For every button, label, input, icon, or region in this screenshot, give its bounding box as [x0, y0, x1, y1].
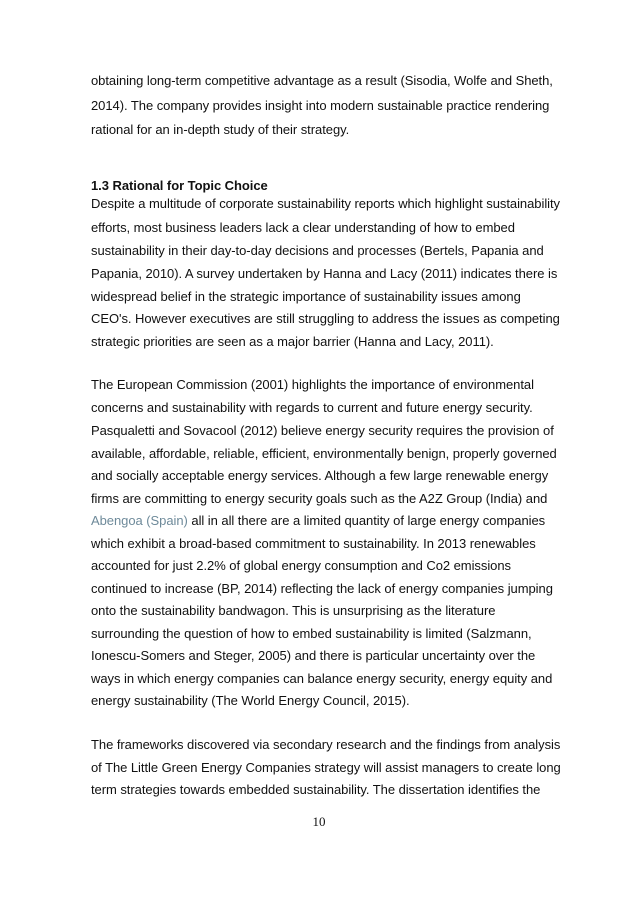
text-span: all in all there are a limited quantity of large energy companies [187, 513, 546, 528]
text-line: onto the sustainability bandwagon. This is unsurprising as the literature [91, 603, 496, 618]
text-line: available, affordable, reliable, efficient, environmentally benign, properly governed [91, 446, 557, 461]
text-line: firms are committing to energy security goals such as the A2Z Group (India) and [91, 491, 548, 506]
text-line: accounted for just 2.2% of global energy consumption and Co2 emissions [91, 558, 511, 573]
text-line: Papania, 2010). A survey undertaken by Hanna and Lacy (2011) indicates there is [91, 266, 558, 281]
text-line: concerns and sustainability with regards to current and future energy security. [91, 400, 533, 415]
text-line: rational for an in-depth study of their strategy. [91, 122, 350, 137]
text-line: efforts, most business leaders lack a clear understanding of how to embed [91, 220, 515, 235]
text-line: of The Little Green Energy Companies strategy will assist managers to create long [91, 760, 561, 775]
text-line: sustainability in their day-to-day decisions and processes (Bertels, Papania and [91, 243, 544, 258]
text-line: CEO's. However executives are still struggling to address the issues as competing [91, 311, 560, 326]
text-line: term strategies towards embedded sustainability. The dissertation identifies the [91, 782, 541, 797]
text-line: and socially acceptable energy services. Although a few large renewable energy [91, 468, 549, 483]
text-line: surrounding the question of how to embed sustainability is limited (Salzmann, [91, 626, 532, 641]
text-line: which exhibit a broad-based commitment to sustainability. In 2013 renewables [91, 536, 536, 551]
text-line: Pasqualetti and Sovacool (2012) believe energy security requires the provision of [91, 423, 554, 438]
text-line: energy sustainability (The World Energy Council, 2015). [91, 693, 410, 708]
text-line: ways in which energy companies can balance energy security, energy equity and [91, 671, 553, 686]
text-line: The European Commission (2001) highlights the importance of environmental [91, 377, 534, 392]
text-line: widespread belief in the strategic importance of sustainability issues among [91, 289, 521, 304]
text-line: Despite a multitude of corporate sustainability reports which highlight sustainability [91, 196, 561, 211]
section-heading: 1.3 Rational for Topic Choice [91, 178, 268, 193]
text-line: continued to increase (BP, 2014) reflecting the lack of energy companies jumping [91, 581, 553, 596]
text-line: Ionescu-Somers and Steger, 2005) and there is particular uncertainty over the [91, 648, 536, 663]
text-line [91, 513, 545, 529]
page-number: 10 [312, 814, 326, 829]
abengoa-link[interactable]: Abengoa (Spain) [91, 513, 188, 528]
text-line: 2014). The company provides insight into modern sustainable practice rendering [91, 98, 550, 113]
text-line: The frameworks discovered via secondary research and the findings from analysis [91, 737, 561, 752]
text-line: strategic priorities are seen as a major barrier (Hanna and Lacy, 2011). [91, 334, 494, 349]
text-line: obtaining long-term competitive advantage as a result (Sisodia, Wolfe and Sheth, [91, 73, 553, 88]
